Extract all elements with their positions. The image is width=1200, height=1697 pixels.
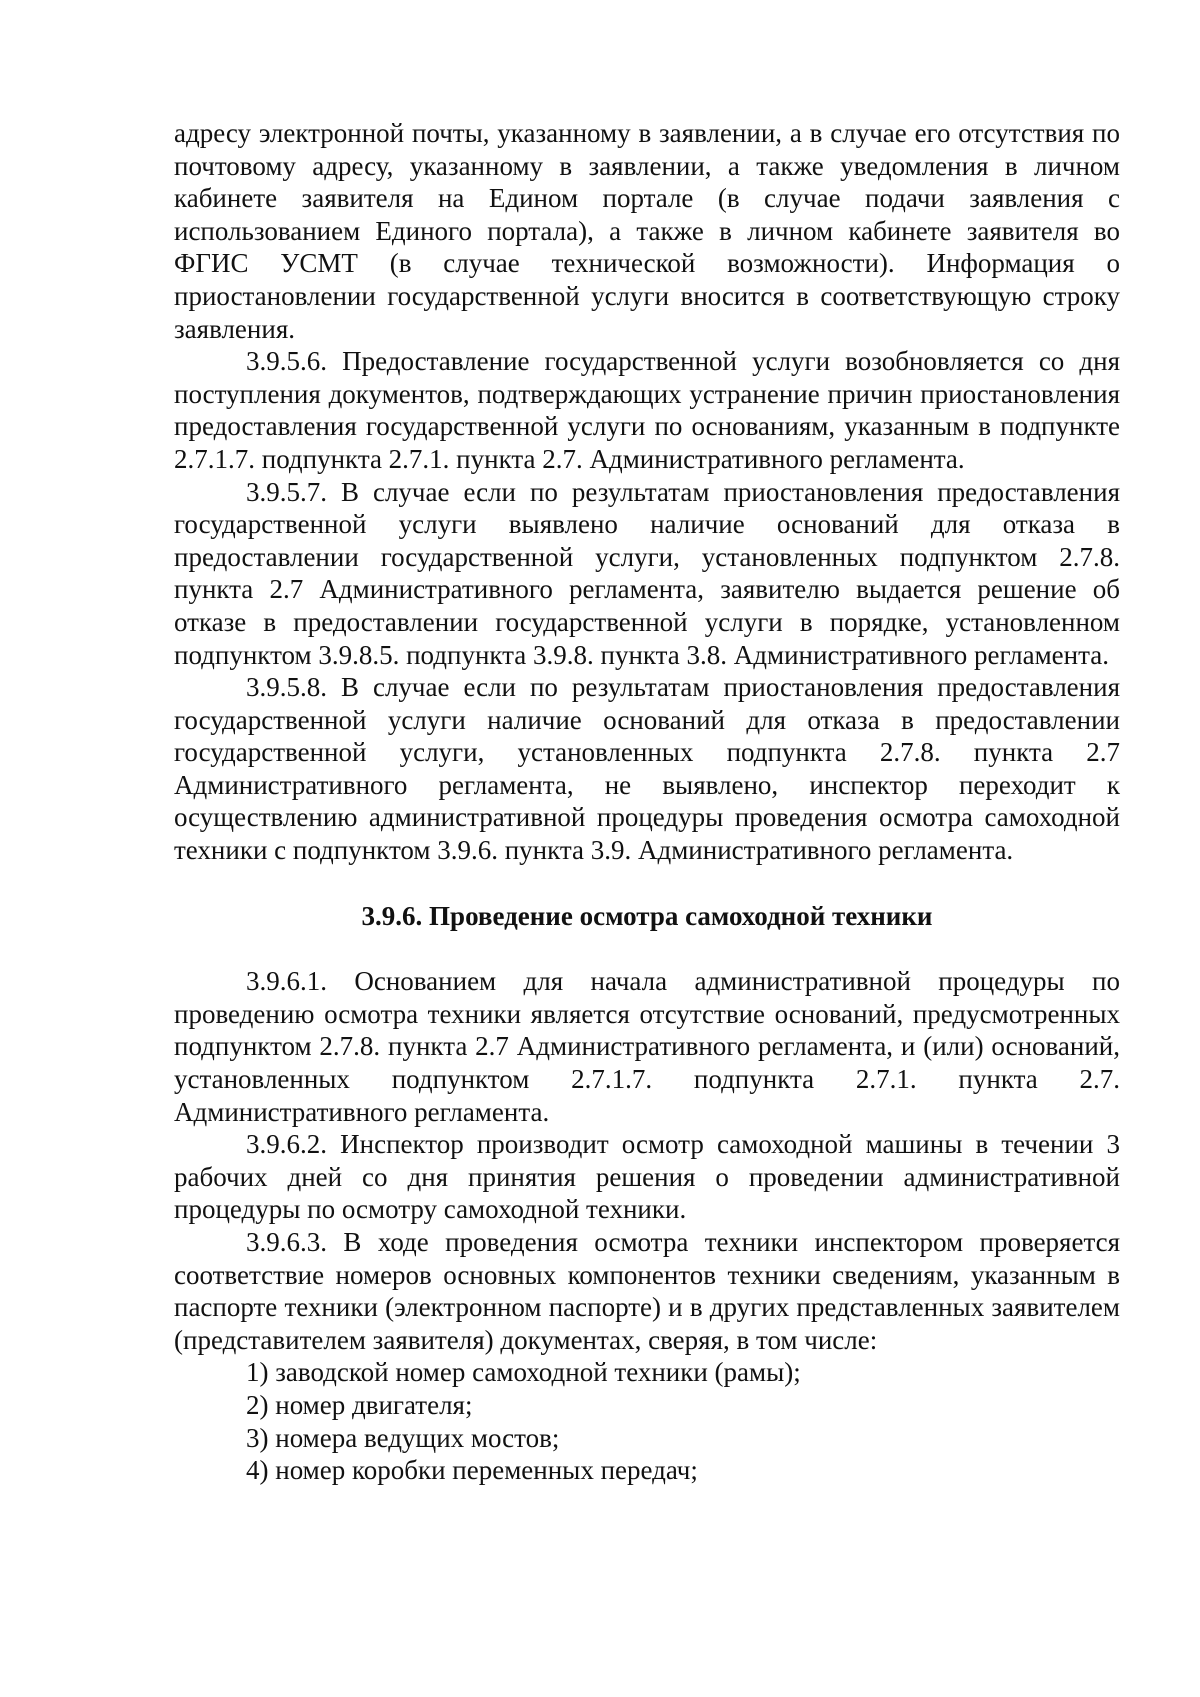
list-item: 3) номера ведущих мостов; xyxy=(246,1422,560,1453)
paragraph-3-9-6-1: 3.9.6.1. Основанием для начала административной процедуры по проведению осмотра техники является отсутствие оснований, предусмотренных подпунктом 2.7.8. пункта 2.7 Административного регламента, и (или) оснований, установленных подпунктом 2.7.1.7. подпункта 2.7.1. пункта 2.7. Административного регламента. xyxy=(174,966,1120,1127)
document-body xyxy=(174,117,1120,1487)
paragraph-3-9-5-7: 3.9.5.7. В случае если по результатам приостановления предоставления государственной услуги выявлено наличие оснований для отказа в предоставлении государственной услуги, установленных подпунктом 2.7.8. пункта 2.7 Административного регламента, заявителю выдается решение об отказе в предоставлении государственной услуги в порядке, установленном подпунктом 3.9.8.5. подпункта 3.9.8. пункта 3.8. Административного регламента. xyxy=(174,476,1120,670)
list-item: 4) номер коробки переменных передач; xyxy=(246,1455,698,1486)
paragraph-3-9-6-2: 3.9.6.2. Инспектор производит осмотр самоходной машины в течении 3 рабочих дней со дня принятия решения о проведении административной процедуры по осмотру самоходной техники. xyxy=(174,1129,1120,1225)
paragraph-3-9-6-3: 3.9.6.3. В ходе проведения осмотра техники инспектором проверяется соответствие номеров основных компонентов техники сведениям, указанным в паспорте техники (электронном паспорте) и в других представленных заявителем (представителем заявителя) документах, сверяя, в том числе: xyxy=(174,1227,1120,1355)
list-item: 2) номер двигателя; xyxy=(246,1389,473,1420)
paragraph-notification-delivery: адресу электронной почты, указанному в заявлении, а в случае его отсутствия по почтовому адресу, указанному в заявлении, а также уведомления в личном кабинете заявителя на Едином портале (в случае подачи заявления с использованием Единого портала), а также в личном кабинете заявителя во ФГИС УСМТ (в случае технической возможности). Информация о приостановлении государственной услуги вносится в соответствующую строку заявления. xyxy=(174,118,1120,344)
paragraph-3-9-5-8: 3.9.5.8. В случае если по результатам приостановления предоставления государственной услуги наличие оснований для отказа в предоставлении государственной услуги, установленных подпункта 2.7.8. пункта 2.7 Административного регламента, не выявлено, инспектор переходит к осуществлению административной процедуры проведения осмотра самоходной техники с подпунктом 3.9.6. пункта 3.9. Административного регламента. xyxy=(174,672,1120,866)
paragraph-3-9-5-6: 3.9.5.6. Предоставление государственной услуги возобновляется со дня поступления документов, подтверждающих устранение причин приостановления предоставления государственной услуги по основаниям, указанным в подпункте 2.7.1.7. подпункта 2.7.1. пункта 2.7. Административного регламента. xyxy=(174,346,1120,474)
list-item: 1) заводской номер самоходной техники (рамы); xyxy=(246,1357,801,1388)
section-heading: 3.9.6. Проведение осмотра самоходной техники xyxy=(361,900,933,931)
